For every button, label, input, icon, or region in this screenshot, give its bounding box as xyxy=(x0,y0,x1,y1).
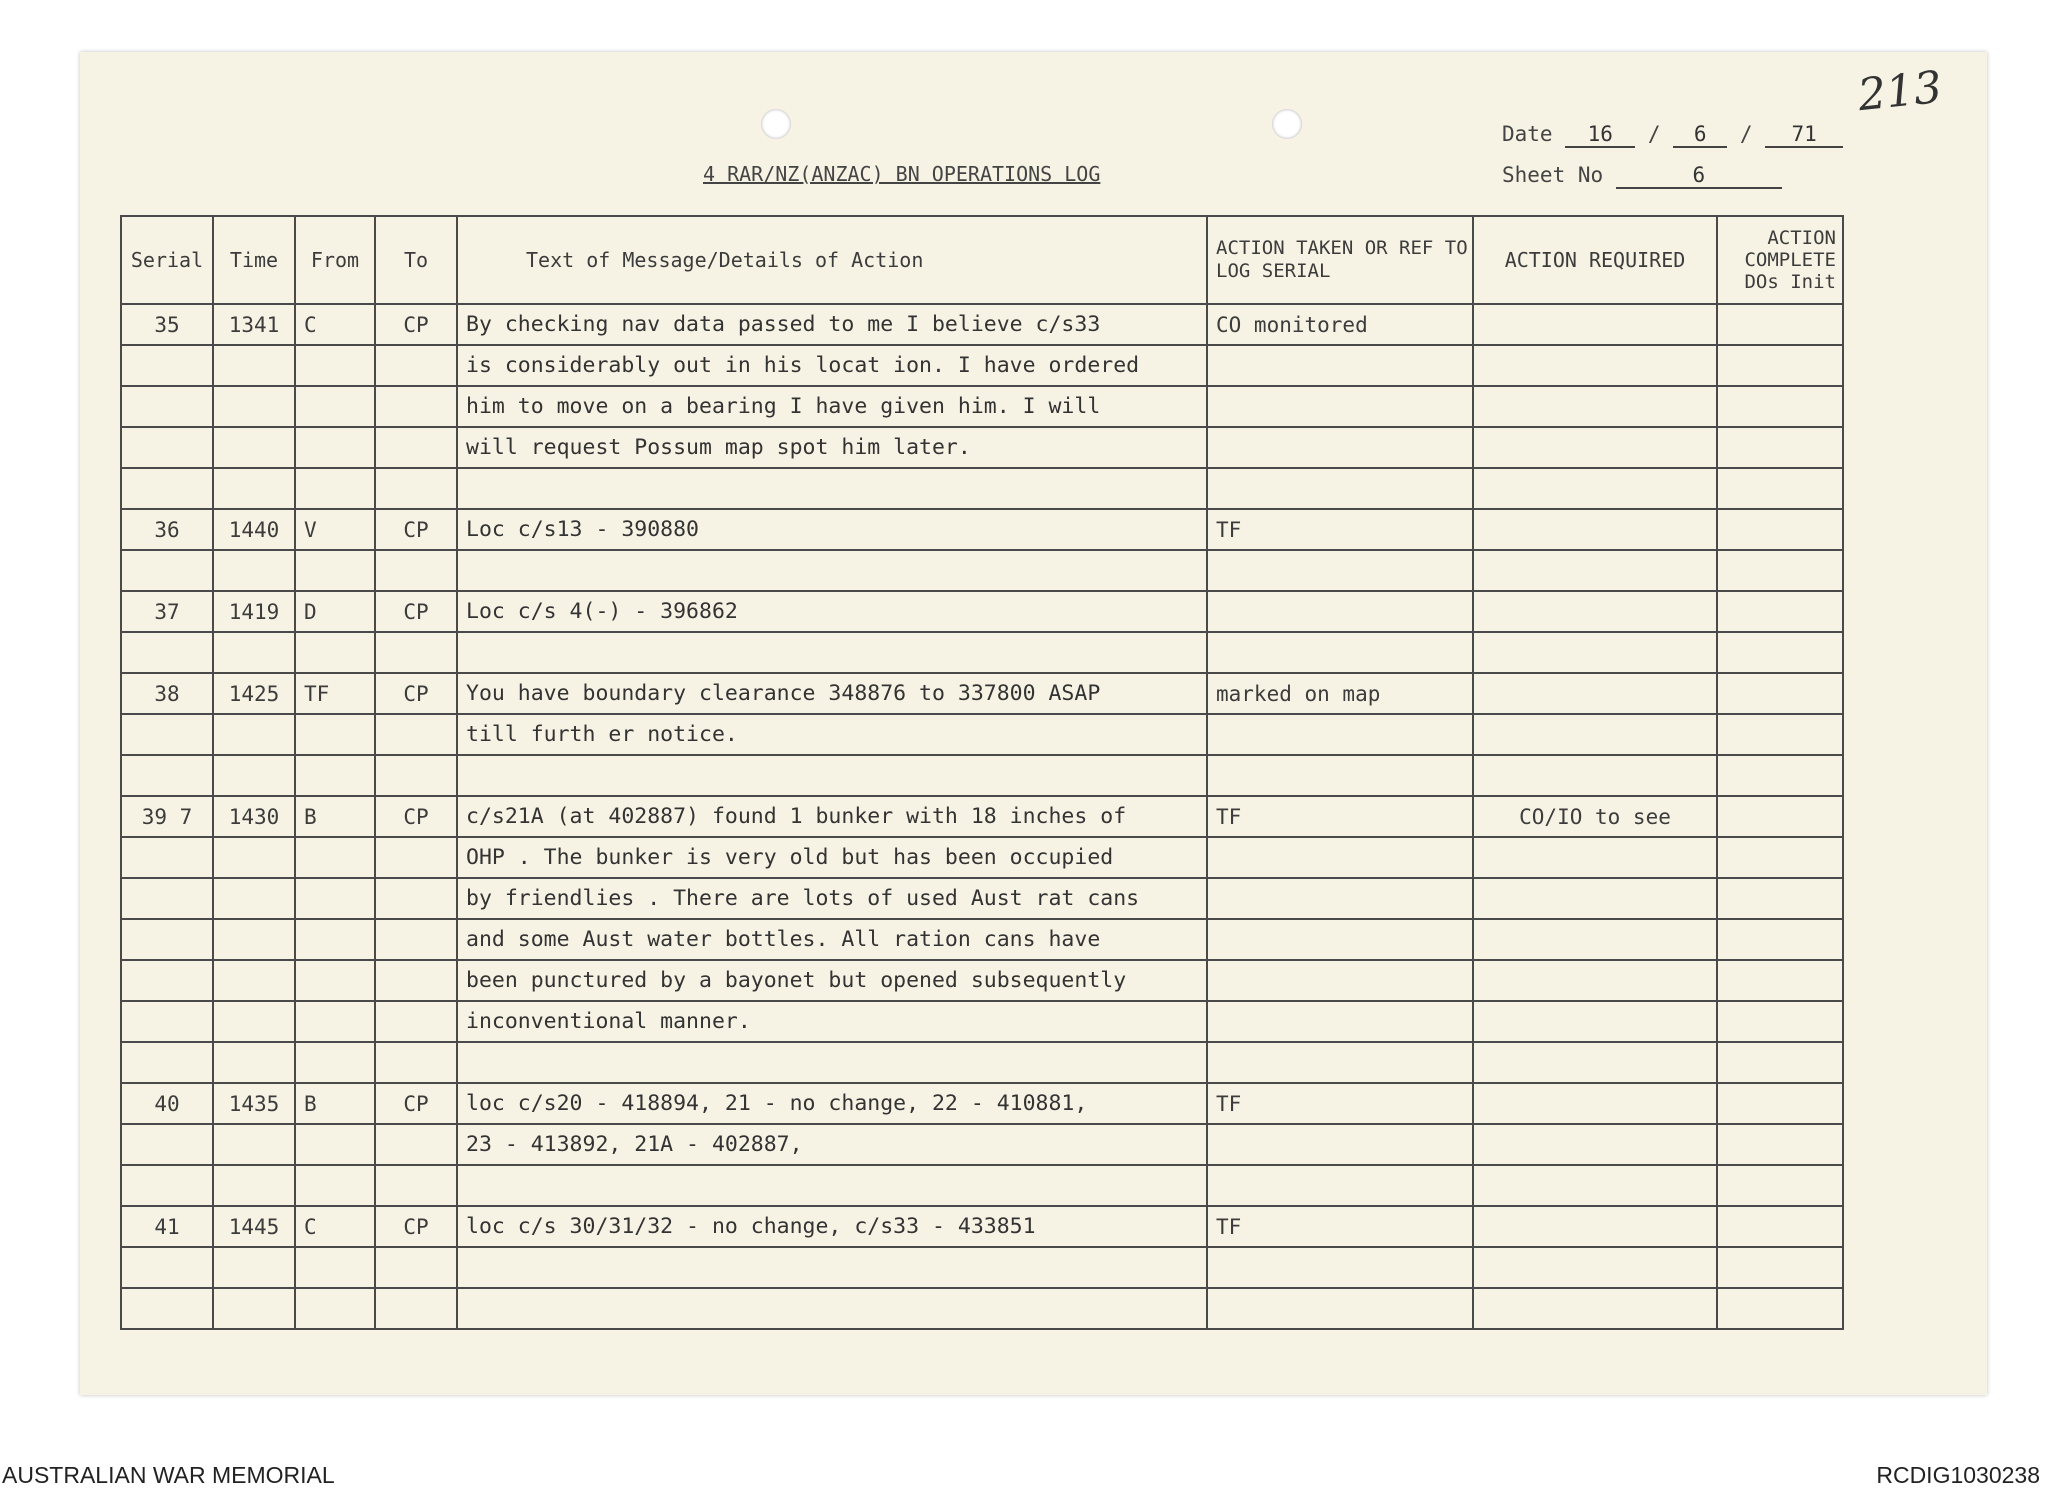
cell-from xyxy=(295,714,375,755)
cell-to: CP xyxy=(375,304,457,345)
table-row xyxy=(121,1165,1843,1206)
cell-from xyxy=(295,837,375,878)
cell-time: 1445 xyxy=(213,1206,295,1247)
cell-action-taken xyxy=(1207,1165,1473,1206)
cell-message: by friendlies . There are lots of used Aust rat cans xyxy=(457,878,1207,919)
table-row xyxy=(121,878,1843,919)
cell-action-required xyxy=(1473,919,1717,960)
date-label: Date xyxy=(1502,122,1553,146)
cell-to: CP xyxy=(375,1083,457,1124)
cell-from xyxy=(295,1247,375,1288)
cell-to xyxy=(375,386,457,427)
cell-from xyxy=(295,468,375,509)
cell-serial xyxy=(121,837,213,878)
cell-action-required xyxy=(1473,1206,1717,1247)
cell-time xyxy=(213,919,295,960)
cell-action-complete xyxy=(1717,468,1843,509)
cell-serial xyxy=(121,468,213,509)
cell-action-taken xyxy=(1207,386,1473,427)
cell-action-required xyxy=(1473,468,1717,509)
page-title: 4 RAR/NZ(ANZAC) BN OPERATIONS LOG xyxy=(703,162,1101,186)
cell-action-complete xyxy=(1717,878,1843,919)
table-row xyxy=(121,632,1843,673)
cell-time xyxy=(213,837,295,878)
cell-action-taken: TF xyxy=(1207,1206,1473,1247)
cell-action-complete xyxy=(1717,1165,1843,1206)
cell-to xyxy=(375,550,457,591)
cell-serial xyxy=(121,755,213,796)
cell-action-taken: TF xyxy=(1207,1083,1473,1124)
cell-time: 1435 xyxy=(213,1083,295,1124)
cell-message xyxy=(457,1288,1207,1329)
cell-from xyxy=(295,755,375,796)
cell-to xyxy=(375,1001,457,1042)
cell-to xyxy=(375,714,457,755)
cell-time xyxy=(213,1124,295,1165)
table-row xyxy=(121,509,1843,550)
cell-action-taken xyxy=(1207,878,1473,919)
cell-message xyxy=(457,550,1207,591)
cell-action-complete xyxy=(1717,919,1843,960)
col-header-message: Text of Message/Details of Action xyxy=(457,216,1207,304)
date-year: 71 xyxy=(1765,122,1843,148)
cell-to xyxy=(375,878,457,919)
cell-time: 1425 xyxy=(213,673,295,714)
cell-time xyxy=(213,714,295,755)
cell-action-complete xyxy=(1717,509,1843,550)
cell-time xyxy=(213,468,295,509)
cell-serial xyxy=(121,345,213,386)
cell-action-taken xyxy=(1207,632,1473,673)
punch-hole-left xyxy=(761,109,791,139)
col-header-time: Time xyxy=(213,216,295,304)
cell-action-taken xyxy=(1207,714,1473,755)
cell-action-complete xyxy=(1717,796,1843,837)
cell-to: CP xyxy=(375,591,457,632)
table-row xyxy=(121,1206,1843,1247)
cell-action-taken xyxy=(1207,1288,1473,1329)
cell-to xyxy=(375,1124,457,1165)
cell-to xyxy=(375,345,457,386)
cell-action-required xyxy=(1473,1288,1717,1329)
table-row xyxy=(121,1001,1843,1042)
table-row xyxy=(121,1042,1843,1083)
table-row xyxy=(121,1288,1843,1329)
cell-serial xyxy=(121,550,213,591)
cell-from xyxy=(295,1288,375,1329)
cell-action-required xyxy=(1473,632,1717,673)
cell-action-taken xyxy=(1207,468,1473,509)
cell-action-taken: marked on map xyxy=(1207,673,1473,714)
cell-action-taken xyxy=(1207,837,1473,878)
cell-message: till furth er notice. xyxy=(457,714,1207,755)
table-row xyxy=(121,714,1843,755)
cell-action-complete xyxy=(1717,960,1843,1001)
date-month: 6 xyxy=(1673,122,1727,148)
cell-serial: 36 xyxy=(121,509,213,550)
cell-from: C xyxy=(295,1206,375,1247)
cell-time xyxy=(213,1288,295,1329)
cell-message: loc c/s 30/31/32 - no change, c/s33 - 433851 xyxy=(457,1206,1207,1247)
cell-from: B xyxy=(295,796,375,837)
cell-time xyxy=(213,1247,295,1288)
table-row xyxy=(121,1083,1843,1124)
cell-to xyxy=(375,1165,457,1206)
cell-action-required xyxy=(1473,345,1717,386)
cell-serial xyxy=(121,386,213,427)
date-day: 16 xyxy=(1565,122,1635,148)
table-row xyxy=(121,1247,1843,1288)
cell-action-taken: TF xyxy=(1207,796,1473,837)
cell-message: 23 - 413892, 21A - 402887, xyxy=(457,1124,1207,1165)
cell-action-taken xyxy=(1207,1247,1473,1288)
table-row xyxy=(121,468,1843,509)
cell-action-required xyxy=(1473,837,1717,878)
cell-to xyxy=(375,427,457,468)
cell-message xyxy=(457,468,1207,509)
page-number: 213 xyxy=(1855,61,1945,122)
cell-action-taken xyxy=(1207,1124,1473,1165)
cell-to xyxy=(375,837,457,878)
cell-serial xyxy=(121,1288,213,1329)
table-row xyxy=(121,837,1843,878)
log-body xyxy=(121,304,1843,1329)
cell-action-required xyxy=(1473,1042,1717,1083)
cell-serial xyxy=(121,960,213,1001)
date-field: Date 16 / 6 / 71 xyxy=(1502,122,1843,148)
cell-action-required xyxy=(1473,714,1717,755)
cell-action-taken xyxy=(1207,960,1473,1001)
cell-from xyxy=(295,1001,375,1042)
cell-message: is considerably out in his locat ion. I have ordered xyxy=(457,345,1207,386)
cell-action-required xyxy=(1473,755,1717,796)
table-header-row xyxy=(121,216,1843,304)
footer-right: RCDIG1030238 xyxy=(1876,1462,2040,1488)
cell-message: c/s21A (at 402887) found 1 bunker with 18 inches of xyxy=(457,796,1207,837)
table-row xyxy=(121,1124,1843,1165)
footer-left: AUSTRALIAN WAR MEMORIAL xyxy=(2,1462,335,1488)
cell-serial xyxy=(121,1165,213,1206)
cell-message: him to move on a bearing I have given him. I will xyxy=(457,386,1207,427)
cell-from xyxy=(295,1124,375,1165)
cell-action-taken xyxy=(1207,345,1473,386)
cell-action-complete xyxy=(1717,304,1843,345)
col-header-action-required: ACTION REQUIRED xyxy=(1473,216,1717,304)
cell-action-taken xyxy=(1207,1001,1473,1042)
cell-message: will request Possum map spot him later. xyxy=(457,427,1207,468)
table-row xyxy=(121,550,1843,591)
col-header-action-complete: ACTION COMPLETE DOs Init xyxy=(1717,216,1843,304)
cell-action-required xyxy=(1473,878,1717,919)
cell-serial: 41 xyxy=(121,1206,213,1247)
cell-time: 1419 xyxy=(213,591,295,632)
cell-serial: 35 xyxy=(121,304,213,345)
cell-action-taken xyxy=(1207,427,1473,468)
cell-serial xyxy=(121,1042,213,1083)
cell-action-taken xyxy=(1207,550,1473,591)
cell-time xyxy=(213,427,295,468)
table-row xyxy=(121,345,1843,386)
cell-action-complete xyxy=(1717,755,1843,796)
operations-log-table xyxy=(120,215,1844,1330)
cell-time xyxy=(213,878,295,919)
cell-serial xyxy=(121,427,213,468)
cell-serial: 40 xyxy=(121,1083,213,1124)
cell-action-required xyxy=(1473,1247,1717,1288)
cell-action-taken: TF xyxy=(1207,509,1473,550)
cell-message: inconventional manner. xyxy=(457,1001,1207,1042)
cell-action-complete xyxy=(1717,673,1843,714)
cell-action-required xyxy=(1473,1124,1717,1165)
cell-serial xyxy=(121,1247,213,1288)
cell-from: C xyxy=(295,304,375,345)
cell-message xyxy=(457,632,1207,673)
cell-time xyxy=(213,1165,295,1206)
cell-action-required xyxy=(1473,1083,1717,1124)
cell-serial: 37 xyxy=(121,591,213,632)
cell-action-taken xyxy=(1207,1042,1473,1083)
cell-action-required xyxy=(1473,960,1717,1001)
cell-action-complete xyxy=(1717,1083,1843,1124)
cell-serial xyxy=(121,919,213,960)
cell-action-complete xyxy=(1717,1247,1843,1288)
cell-serial: 39 7 xyxy=(121,796,213,837)
cell-action-taken: CO monitored xyxy=(1207,304,1473,345)
cell-from xyxy=(295,386,375,427)
cell-to xyxy=(375,632,457,673)
cell-time: 1440 xyxy=(213,509,295,550)
cell-from: B xyxy=(295,1083,375,1124)
cell-message: been punctured by a bayonet but opened subsequently xyxy=(457,960,1207,1001)
cell-time xyxy=(213,345,295,386)
col-header-action-taken: ACTION TAKEN OR REF TO LOG SERIAL xyxy=(1207,216,1473,304)
cell-to xyxy=(375,960,457,1001)
cell-time xyxy=(213,550,295,591)
table-row xyxy=(121,386,1843,427)
cell-to xyxy=(375,755,457,796)
cell-from xyxy=(295,550,375,591)
cell-to xyxy=(375,468,457,509)
cell-serial xyxy=(121,714,213,755)
cell-action-required xyxy=(1473,427,1717,468)
cell-message: Loc c/s 4(-) - 396862 xyxy=(457,591,1207,632)
cell-message: OHP . The bunker is very old but has been occupied xyxy=(457,837,1207,878)
sheet-label: Sheet No xyxy=(1502,163,1604,187)
cell-action-complete xyxy=(1717,1124,1843,1165)
cell-action-required xyxy=(1473,550,1717,591)
cell-to: CP xyxy=(375,673,457,714)
cell-action-complete xyxy=(1717,427,1843,468)
cell-to xyxy=(375,1288,457,1329)
table-row xyxy=(121,427,1843,468)
cell-from: TF xyxy=(295,673,375,714)
cell-action-required: CO/IO to see xyxy=(1473,796,1717,837)
cell-action-complete xyxy=(1717,1206,1843,1247)
cell-action-complete xyxy=(1717,837,1843,878)
cell-message xyxy=(457,755,1207,796)
cell-action-complete xyxy=(1717,550,1843,591)
cell-time xyxy=(213,960,295,1001)
cell-message xyxy=(457,1247,1207,1288)
cell-to: CP xyxy=(375,1206,457,1247)
col-header-serial: Serial xyxy=(121,216,213,304)
cell-time xyxy=(213,1042,295,1083)
cell-time: 1430 xyxy=(213,796,295,837)
cell-message xyxy=(457,1042,1207,1083)
cell-from xyxy=(295,878,375,919)
cell-to: CP xyxy=(375,796,457,837)
table-row xyxy=(121,960,1843,1001)
cell-time: 1341 xyxy=(213,304,295,345)
cell-action-required xyxy=(1473,1165,1717,1206)
cell-serial: 38 xyxy=(121,673,213,714)
cell-action-required xyxy=(1473,386,1717,427)
cell-from: D xyxy=(295,591,375,632)
cell-action-complete xyxy=(1717,1001,1843,1042)
cell-action-complete xyxy=(1717,1288,1843,1329)
cell-action-complete xyxy=(1717,714,1843,755)
cell-action-complete xyxy=(1717,345,1843,386)
cell-time xyxy=(213,755,295,796)
cell-message: You have boundary clearance 348876 to 337800 ASAP xyxy=(457,673,1207,714)
cell-action-required xyxy=(1473,1001,1717,1042)
cell-action-complete xyxy=(1717,591,1843,632)
cell-message xyxy=(457,1165,1207,1206)
cell-from xyxy=(295,919,375,960)
cell-action-required xyxy=(1473,509,1717,550)
table-row xyxy=(121,796,1843,837)
cell-serial xyxy=(121,1124,213,1165)
table-row xyxy=(121,919,1843,960)
cell-action-required xyxy=(1473,673,1717,714)
cell-time xyxy=(213,386,295,427)
table-row xyxy=(121,591,1843,632)
cell-from xyxy=(295,427,375,468)
cell-to: CP xyxy=(375,509,457,550)
cell-message: Loc c/s13 - 390880 xyxy=(457,509,1207,550)
cell-serial xyxy=(121,878,213,919)
cell-action-complete xyxy=(1717,386,1843,427)
cell-action-taken xyxy=(1207,919,1473,960)
cell-action-required xyxy=(1473,304,1717,345)
cell-from xyxy=(295,1165,375,1206)
table-row xyxy=(121,304,1843,345)
cell-message: loc c/s20 - 418894, 21 - no change, 22 - 410881, xyxy=(457,1083,1207,1124)
col-header-from: From xyxy=(295,216,375,304)
cell-from xyxy=(295,1042,375,1083)
cell-from: V xyxy=(295,509,375,550)
table-row xyxy=(121,755,1843,796)
cell-to xyxy=(375,1247,457,1288)
cell-from xyxy=(295,632,375,673)
cell-action-required xyxy=(1473,591,1717,632)
cell-time xyxy=(213,1001,295,1042)
sheet-number: 6 xyxy=(1616,163,1782,189)
cell-action-taken xyxy=(1207,591,1473,632)
cell-time xyxy=(213,632,295,673)
cell-action-complete xyxy=(1717,1042,1843,1083)
cell-to xyxy=(375,919,457,960)
cell-message: By checking nav data passed to me I believe c/s33 xyxy=(457,304,1207,345)
cell-serial xyxy=(121,632,213,673)
cell-to xyxy=(375,1042,457,1083)
cell-from xyxy=(295,345,375,386)
cell-action-taken xyxy=(1207,755,1473,796)
cell-from xyxy=(295,960,375,1001)
table-row xyxy=(121,673,1843,714)
col-header-to: To xyxy=(375,216,457,304)
sheet-field xyxy=(1502,163,1782,189)
cell-action-complete xyxy=(1717,632,1843,673)
cell-serial xyxy=(121,1001,213,1042)
punch-hole-right xyxy=(1272,109,1302,139)
cell-message: and some Aust water bottles. All ration cans have xyxy=(457,919,1207,960)
